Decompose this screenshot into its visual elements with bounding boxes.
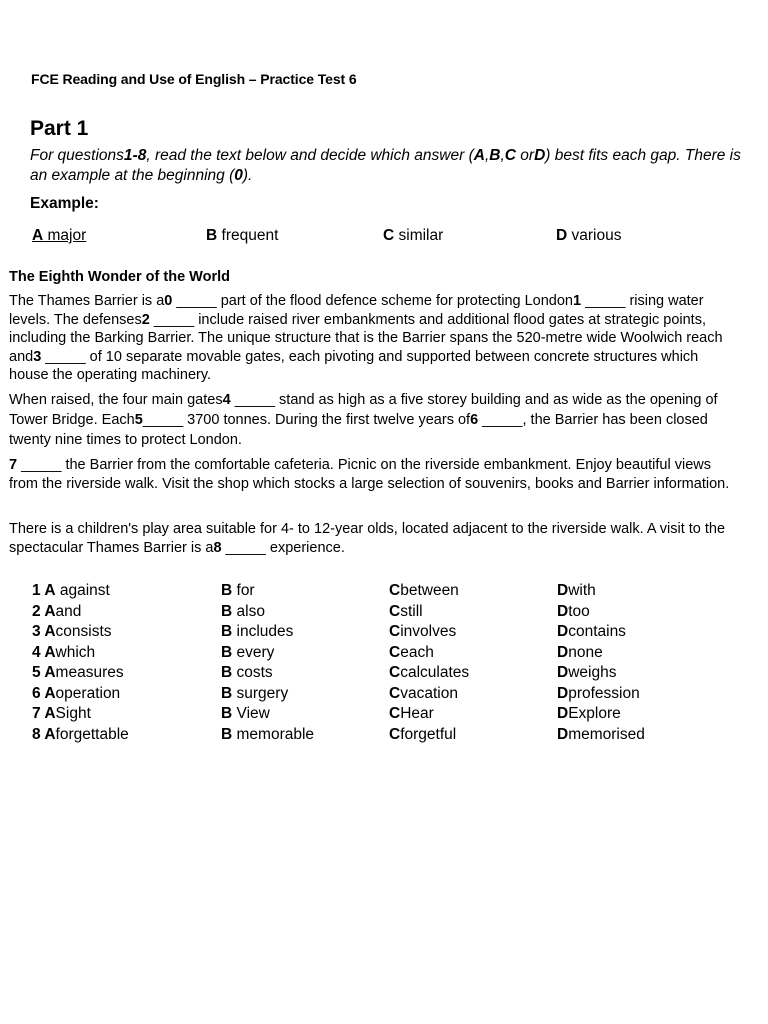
option-letter: D bbox=[557, 725, 569, 743]
option-letter: D bbox=[557, 705, 569, 722]
instruction-run: ) best fits each gap. There is an example at the beginning ( bbox=[30, 147, 741, 184]
paragraph-2-run: _____, the Barrier has been closed twenty nine times to protect London. bbox=[9, 412, 708, 448]
option-text: memorable bbox=[232, 725, 315, 743]
paragraph-1-run: _____ of 10 separate movable gates, each pivoting and supported between concrete structures which house the operating machinery. bbox=[9, 348, 699, 383]
option-letter: 5 A bbox=[32, 664, 56, 681]
instructions bbox=[30, 146, 760, 186]
paragraph-2-run: 5 bbox=[134, 412, 143, 428]
option-letter: C bbox=[389, 623, 401, 640]
option-letter: C bbox=[389, 602, 401, 620]
option-text: Sight bbox=[55, 705, 91, 722]
option-text: consists bbox=[55, 623, 112, 640]
option-letter: D bbox=[557, 684, 569, 702]
option-a bbox=[32, 705, 91, 723]
example-row bbox=[0, 227, 768, 249]
option-text: too bbox=[568, 602, 590, 620]
option-a bbox=[32, 644, 95, 662]
option-letter: 8 A bbox=[32, 725, 56, 743]
part-heading: Part 1 bbox=[30, 117, 89, 140]
paragraph-1-run: 1 bbox=[572, 293, 582, 309]
instruction-run: or bbox=[515, 147, 535, 164]
option-a bbox=[32, 685, 120, 703]
option-letter: B bbox=[221, 684, 233, 702]
option-letter: C bbox=[389, 664, 401, 681]
example-option-d bbox=[556, 227, 621, 245]
option-d bbox=[557, 705, 621, 723]
option-letter: B bbox=[221, 725, 233, 743]
option-letter: C bbox=[389, 582, 401, 599]
option-a bbox=[32, 664, 124, 682]
example-option-c bbox=[383, 227, 443, 245]
option-letter: 7 A bbox=[32, 705, 56, 722]
option-text: also bbox=[232, 602, 265, 620]
option-letter: B bbox=[206, 227, 218, 244]
option-c bbox=[389, 623, 456, 641]
paragraph-4-run: 8 bbox=[213, 539, 222, 556]
option-letter: C bbox=[389, 725, 401, 743]
option-letter: C bbox=[389, 643, 401, 661]
option-b bbox=[221, 726, 314, 744]
option-letter: A bbox=[32, 227, 44, 244]
option-letter: C bbox=[389, 705, 401, 722]
question-row-7 bbox=[0, 705, 768, 726]
paragraph-1-run: _____ rising water levels. The defenses bbox=[9, 293, 704, 328]
option-text: costs bbox=[232, 664, 273, 681]
example-label: Example: bbox=[30, 195, 99, 212]
instruction-run: 0 bbox=[234, 167, 243, 184]
option-b bbox=[221, 644, 274, 662]
option-letter: B bbox=[221, 623, 233, 640]
option-letter: C bbox=[389, 684, 401, 702]
option-text: for bbox=[232, 582, 255, 599]
option-text: surgery bbox=[232, 684, 289, 702]
document-title: FCE Reading and Use of English – Practice Test 6 bbox=[31, 71, 357, 87]
option-letter: B bbox=[221, 582, 233, 599]
option-a bbox=[32, 603, 81, 621]
paragraph-1 bbox=[9, 292, 739, 385]
instruction-run: , bbox=[500, 147, 505, 164]
paragraph-2 bbox=[9, 390, 739, 450]
option-letter: C bbox=[383, 227, 395, 244]
option-c bbox=[389, 664, 469, 682]
paragraph-3-run: _____ the Barrier from the comfortable cafeteria. Picnic on the riverside embankment. Enjoy beautiful views from the riverside walk. Visit the shop which stocks a large selection of souvenirs, books and Barrier information. bbox=[9, 457, 730, 492]
question-row-4 bbox=[0, 644, 768, 665]
option-letter: D bbox=[557, 643, 569, 661]
paragraph-2-run: _____ 3700 tonnes. During the first twelve years of bbox=[142, 412, 471, 428]
option-text: weighs bbox=[568, 664, 617, 681]
option-letter: 3 A bbox=[32, 623, 56, 640]
option-b bbox=[221, 685, 288, 703]
option-c bbox=[389, 726, 456, 744]
option-letter: B bbox=[221, 643, 233, 661]
option-b bbox=[221, 582, 255, 600]
option-text: vacation bbox=[400, 684, 458, 702]
text-title: The Eighth Wonder of the World bbox=[9, 269, 230, 285]
option-c bbox=[389, 705, 434, 723]
option-c bbox=[389, 603, 423, 621]
paragraph-1-run: 3 bbox=[33, 348, 42, 365]
question-row-1 bbox=[0, 582, 768, 603]
option-text: with bbox=[568, 582, 596, 599]
option-text: calculates bbox=[400, 664, 470, 681]
option-text: between bbox=[400, 582, 459, 599]
example-option-a bbox=[32, 227, 86, 245]
question-row-3 bbox=[0, 623, 768, 644]
option-letter: D bbox=[557, 582, 569, 599]
option-d bbox=[557, 582, 596, 600]
paragraph-1-run: _____ part of the flood defence scheme for protecting London bbox=[172, 293, 573, 309]
option-text: involves bbox=[400, 623, 457, 640]
option-letter: 2 A bbox=[32, 602, 56, 620]
paragraph-4 bbox=[9, 520, 739, 557]
option-text: Explore bbox=[568, 705, 621, 722]
option-letter: D bbox=[557, 664, 569, 681]
answer-options-list bbox=[0, 582, 768, 746]
option-b bbox=[221, 664, 273, 682]
option-d bbox=[557, 726, 645, 744]
option-text: every bbox=[232, 643, 275, 661]
option-letter: D bbox=[557, 602, 569, 620]
option-letter: 4 A bbox=[32, 643, 56, 661]
paragraph-2-run: _____ stand as high as a five storey building and as wide as the opening of Tower Bridge. Each bbox=[9, 392, 718, 428]
option-d bbox=[557, 623, 626, 641]
instruction-run: B bbox=[489, 147, 501, 164]
question-row-6 bbox=[0, 685, 768, 706]
option-letter: D bbox=[556, 227, 568, 244]
option-c bbox=[389, 685, 458, 703]
instruction-run: A bbox=[473, 147, 485, 164]
option-text: forgetful bbox=[400, 725, 457, 743]
option-text: operation bbox=[55, 684, 121, 702]
option-d bbox=[557, 603, 590, 621]
instruction-run: , read the text below and decide which answer ( bbox=[146, 147, 474, 164]
option-letter: D bbox=[557, 623, 569, 640]
instruction-run: 1-8 bbox=[123, 147, 147, 164]
paragraph-4-run: _____ experience. bbox=[221, 539, 345, 556]
option-letter: B bbox=[221, 664, 233, 681]
option-text: various bbox=[567, 227, 622, 244]
option-a bbox=[32, 726, 129, 744]
question-row-2 bbox=[0, 603, 768, 624]
option-letter: B bbox=[221, 602, 233, 620]
option-letter: 6 A bbox=[32, 684, 56, 702]
instruction-run: ). bbox=[242, 167, 253, 184]
option-text: profession bbox=[568, 684, 640, 702]
option-letter: B bbox=[221, 705, 233, 722]
instruction-run: , bbox=[484, 147, 490, 164]
option-text: includes bbox=[232, 623, 294, 640]
option-b bbox=[221, 623, 293, 641]
option-text: major bbox=[43, 227, 87, 244]
option-d bbox=[557, 685, 640, 703]
option-text: Hear bbox=[400, 705, 434, 722]
option-d bbox=[557, 644, 603, 662]
option-text: still bbox=[400, 602, 423, 620]
paragraph-1-run: The Thames Barrier is a bbox=[9, 293, 165, 309]
paragraph-4-run: There is a children's play area suitable for 4- to 12-year olds, located adjacent to the riverside walk. A visit to the spectacular Thames Barrier is a bbox=[9, 521, 726, 556]
paragraph-3-run: 7 bbox=[9, 457, 18, 473]
option-text: against bbox=[55, 582, 110, 599]
question-row-8 bbox=[0, 726, 768, 747]
paragraph-2-run: 6 bbox=[470, 412, 479, 428]
option-c bbox=[389, 582, 459, 600]
option-text: and bbox=[55, 602, 82, 620]
option-c bbox=[389, 644, 434, 662]
option-text: similar bbox=[394, 227, 444, 244]
paragraph-2-run: 4 bbox=[222, 392, 231, 408]
instruction-run: For questions bbox=[30, 147, 124, 164]
paragraph-3 bbox=[9, 456, 739, 493]
option-text: measures bbox=[55, 664, 124, 681]
instruction-run: D bbox=[534, 147, 546, 164]
option-a bbox=[32, 623, 112, 641]
instruction-run: C bbox=[504, 147, 516, 164]
paragraph-1-run: 2 bbox=[141, 311, 150, 328]
option-text: forgettable bbox=[55, 725, 129, 743]
option-text: each bbox=[400, 643, 434, 661]
option-text: memorised bbox=[568, 725, 645, 743]
option-letter: 1 A bbox=[32, 582, 56, 599]
paragraph-1-run: _____ include raised river embankments and additional flood gates at strategic points, including the Barking Barrier. The unique structure that is the Barrier spans the 520-metre wide Woolwich reach and bbox=[9, 311, 723, 365]
option-d bbox=[557, 664, 616, 682]
option-text: none bbox=[568, 643, 603, 661]
question-row-5 bbox=[0, 664, 768, 685]
paragraph-2-run: When raised, the four main gates bbox=[9, 392, 223, 408]
option-text: which bbox=[55, 643, 96, 661]
paragraph-1-run: 0 bbox=[164, 293, 173, 309]
option-a bbox=[32, 582, 110, 600]
option-text: frequent bbox=[217, 227, 279, 244]
option-text: View bbox=[232, 705, 270, 722]
option-b bbox=[221, 705, 270, 723]
example-option-b bbox=[206, 227, 278, 245]
option-b bbox=[221, 603, 265, 621]
option-text: contains bbox=[568, 623, 626, 640]
